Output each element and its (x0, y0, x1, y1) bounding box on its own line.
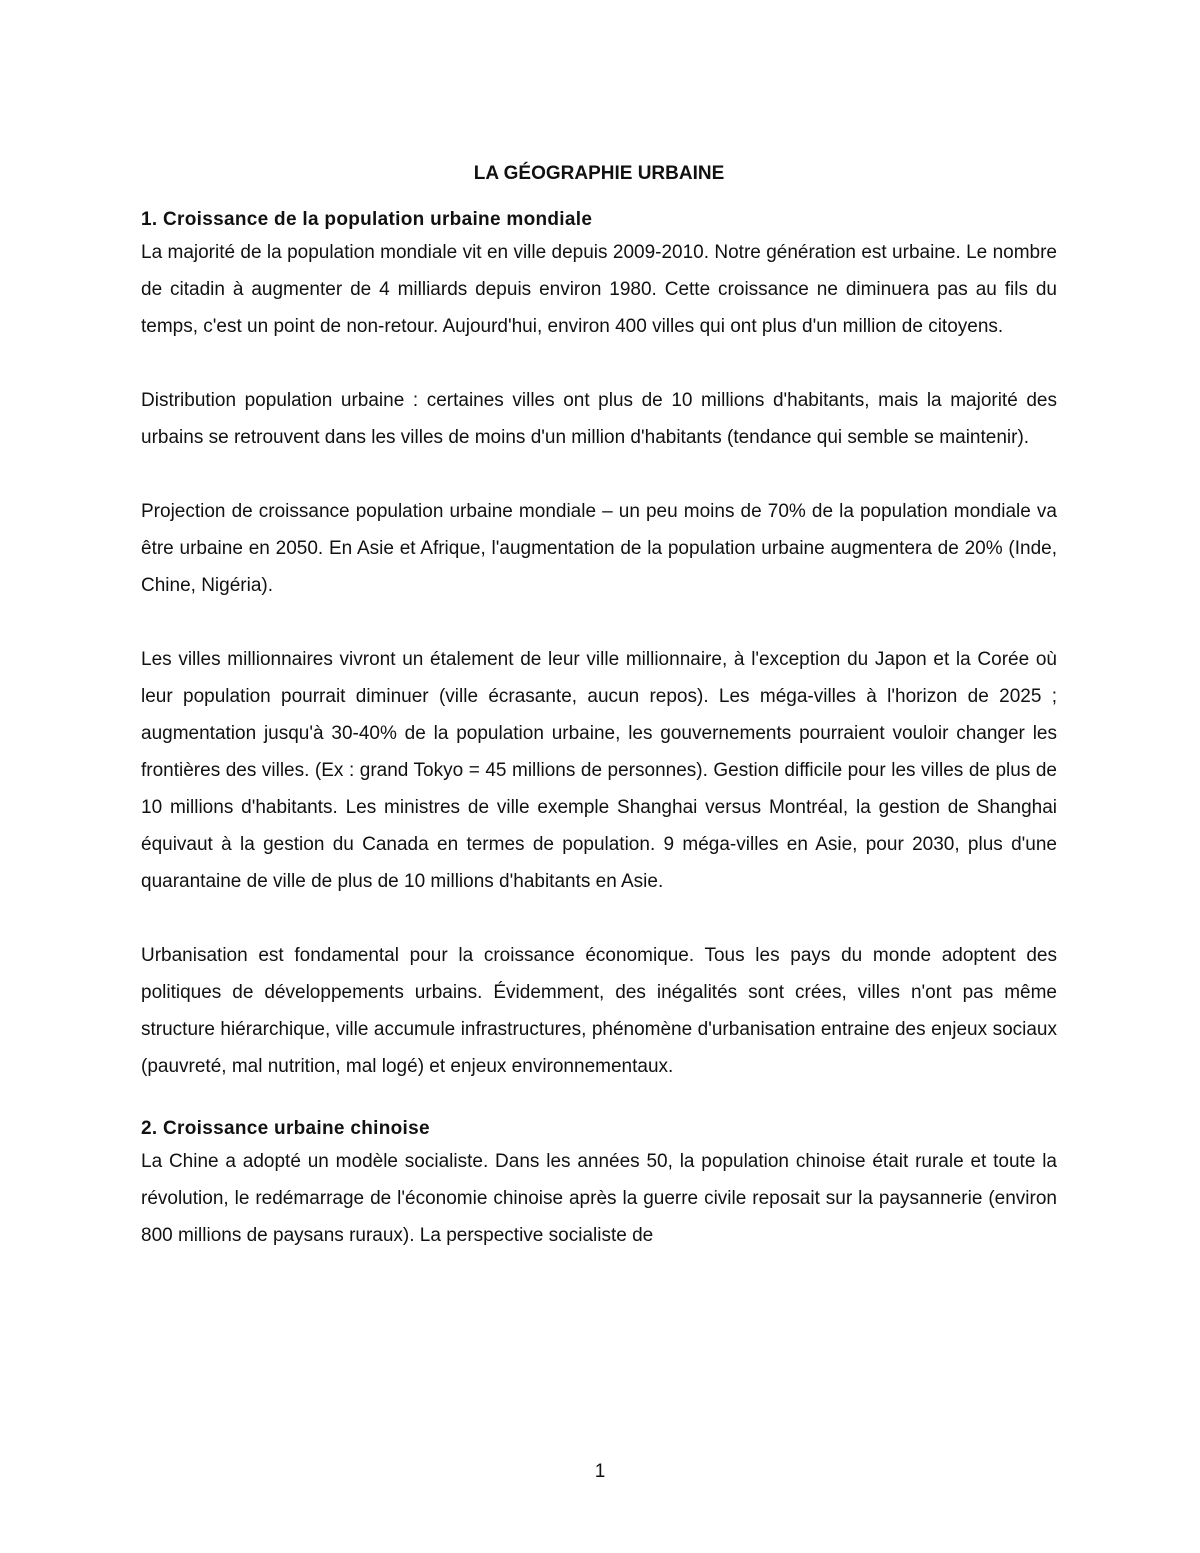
paragraph: Les villes millionnaires vivront un étalement de leur ville millionnaire, à l'exception du Japon et la Corée où leur population pourrait diminuer (ville écrasante, aucun repos). Les méga-villes à l'horizon de 2025 ; augmentation jusqu'à 30-40% de la population urbaine, les gouvernements pourraient vouloir changer les frontières des villes. (Ex : grand Tokyo = 45 millions de personnes). Gestion difficile pour les villes de plus de 10 millions d'habitants. Les ministres de ville exemple Shanghai versus Montréal, la gestion de Shanghai équivaut à la gestion du Canada en termes de population. 9 méga-villes en Asie, pour 2030, plus d'une quarantaine de ville de plus de 10 millions d'habitants en Asie. (141, 649, 1057, 892)
paragraph: La Chine a adopté un modèle socialiste. Dans les années 50, la population chinoise était rurale et toute la révolution, le redémarrage de l'économie chinoise après la guerre civile reposait sur la paysannerie (environ 800 millions de paysans ruraux). La perspective socialiste de (141, 1151, 1057, 1246)
page-number: 1 (594, 1461, 606, 1482)
paragraph-spacer (141, 900, 1057, 937)
document-title: LA GÉOGRAPHIE URBAINE (473, 163, 725, 184)
paragraph: Distribution population urbaine : certaines villes ont plus de 10 millions d'habitants, mais la majorité des urbains se retrouvent dans les villes de moins d'un million d'habitants (tendance qui semble se maintenir). (141, 390, 1057, 448)
section-heading-1: 1. Croissance de la population urbaine mondiale (141, 209, 593, 230)
page-content (141, 157, 1057, 1254)
paragraph: Projection de croissance population urbaine mondiale – un peu moins de 70% de la population mondiale va être urbaine en 2050. En Asie et Afrique, l'augmentation de la population urbaine augmentera de 20% (Inde, Chine, Nigéria). (141, 501, 1057, 596)
paragraph-spacer (141, 345, 1057, 382)
paragraph: La majorité de la population mondiale vit en ville depuis 2009-2010. Notre génération est urbaine. Le nombre de citadin à augmenter de 4 milliards depuis environ 1980. Cette croissance ne diminuera pas au fils du temps, c'est un point de non-retour. Aujourd'hui, environ 400 villes qui ont plus d'un million de citoyens. (141, 242, 1057, 337)
paragraph-spacer (141, 456, 1057, 493)
section-heading-2: 2. Croissance urbaine chinoise (141, 1118, 430, 1139)
paragraph: Urbanisation est fondamental pour la croissance économique. Tous les pays du monde adoptent des politiques de développements urbains. Évidemment, des inégalités sont crées, villes n'ont pas même structure hiérarchique, ville accumule infrastructures, phénomène d'urbanisation entraine des enjeux sociaux (pauvreté, mal nutrition, mal logé) et enjeux environnementaux. (141, 945, 1057, 1077)
section-spacer (141, 1085, 1057, 1115)
paragraph-spacer (141, 604, 1057, 641)
